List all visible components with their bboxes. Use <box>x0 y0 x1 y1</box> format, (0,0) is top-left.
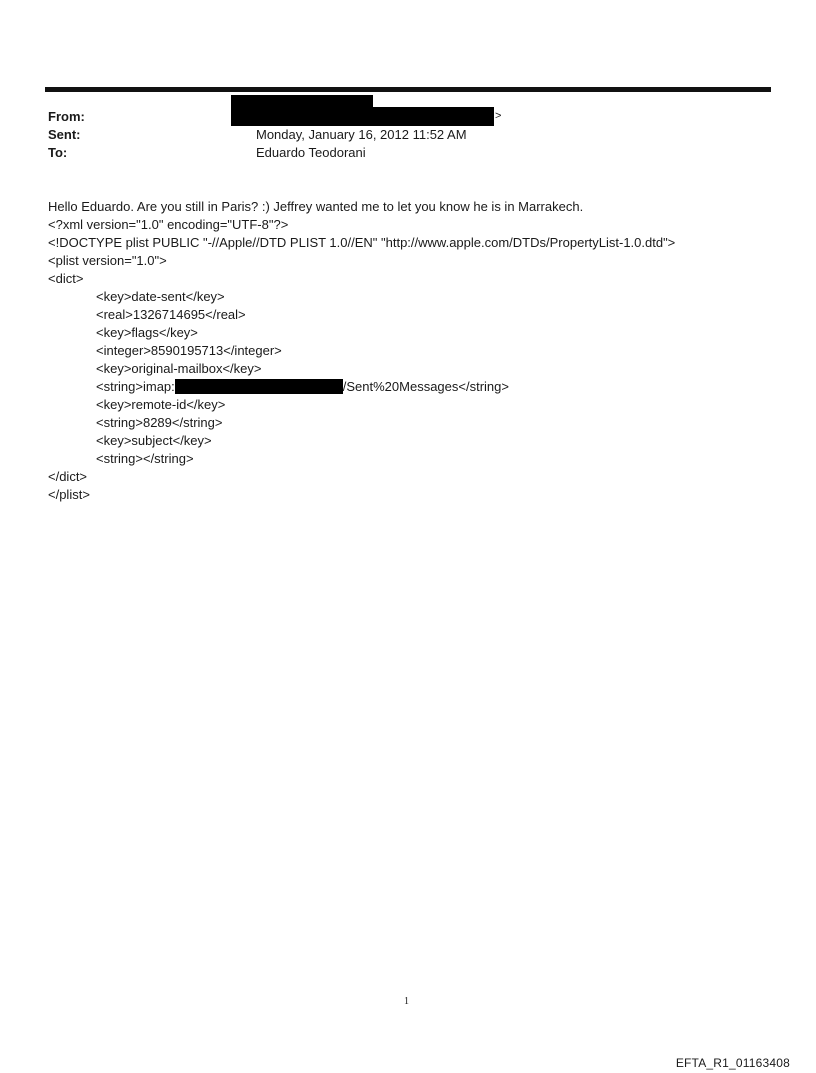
body-line: Hello Eduardo. Are you still in Paris? :) Jeffrey wanted me to let you know he is in Marrakech. <box>48 199 584 214</box>
imap-redaction-block <box>175 379 343 394</box>
body-line: <!DOCTYPE plist PUBLIC "-//Apple//DTD PLIST 1.0//EN" "http://www.apple.com/DTDs/PropertyList-1.0.dtd"> <box>48 235 676 250</box>
to-label: To: <box>48 145 68 160</box>
imap-prefix: <string>imap: <box>96 379 175 394</box>
body-line: <string></string> <box>96 451 194 466</box>
from-label: From: <box>48 109 85 124</box>
body-line: <string>8289</string> <box>96 415 223 430</box>
sent-value: Monday, January 16, 2012 11:52 AM <box>256 127 467 142</box>
imap-suffix: /Sent%20Messages</string> <box>342 379 509 394</box>
body-line: </dict> <box>48 469 88 484</box>
body-line: <integer>8590195713</integer> <box>96 343 282 358</box>
page-number: 1 <box>404 996 409 1007</box>
body-line: <dict> <box>48 271 84 286</box>
body-line: <?xml version="1.0" encoding="UTF-8"?> <box>48 217 289 232</box>
document-id: EFTA_R1_01163408 <box>675 1056 790 1070</box>
from-address-tail: > <box>495 110 502 122</box>
body-line-imap <box>48 378 768 396</box>
from-redaction-block <box>231 95 373 126</box>
body-line: <key>remote-id</key> <box>96 397 226 412</box>
from-redaction-block-2 <box>373 107 494 126</box>
body-line: <key>original-mailbox</key> <box>96 361 262 376</box>
body-line: <key>flags</key> <box>96 325 198 340</box>
body-line: <key>subject</key> <box>96 433 212 448</box>
body-line: <real>1326714695</real> <box>96 307 246 322</box>
sent-label: Sent: <box>48 127 81 142</box>
body-line: </plist> <box>48 487 90 502</box>
header-rule <box>45 87 771 92</box>
body-line: <plist version="1.0"> <box>48 253 167 268</box>
to-value: Eduardo Teodorani <box>256 145 366 160</box>
email-body <box>48 198 768 504</box>
body-line: <key>date-sent</key> <box>96 289 225 304</box>
